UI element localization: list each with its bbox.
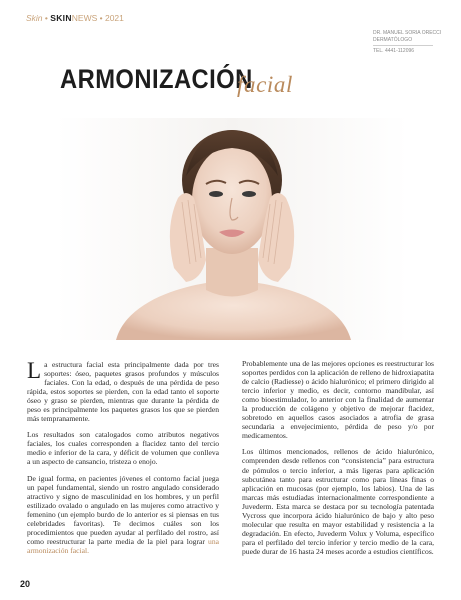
article-column-left: [27, 360, 219, 562]
title-main: ARMONIZACIÓN: [60, 64, 253, 94]
magazine-header: [26, 13, 124, 23]
article-paragraph: Los resultados son catalogados como atributos negativos faciales, los cuales corresponden a flacidez tanto del tercio medio e inferior de la cara, y déficit de volumen que conlleva a un aspecto de cansancio, tristeza o enojo.: [27, 430, 219, 467]
title-script: facial: [237, 72, 293, 97]
page-number: 20: [20, 579, 31, 589]
header-prefix: Skin: [26, 13, 43, 23]
article-paragraph: Los últimos mencionados, rellenos de ácido hialurónico, comprenden desde rellenos con “consistencia” para estructura de pómulos o tercio inferior, a más ligeras para aplicación subcutánea tanto para estructurar como para líneas finas o aplicación en mucosas (por ejemplo, los labios). Una de las marcas más estudiadas internacionalmente correspondiente a Juvederm. Esta marca se destaca por su tecnología patentada Vycross que incorpora ácido hialurónico de bajo y alto peso molecular que resulta en mayor estabilidad y resistencia a la degradación. En efecto, Juvederm Volux y Voluma, específico para el perfilado del tercio inferior y tercio medio de la cara, puede durar de 16 hasta 24 meses acorde a estudios científicos.: [242, 447, 434, 556]
article-paragraph: [27, 360, 219, 423]
header-separator: •: [42, 13, 51, 23]
highlight-link: una armonización facial.: [27, 536, 219, 555]
woman-portrait-photo: [56, 118, 408, 340]
author-phone: TEL. 4441-112096: [373, 48, 415, 54]
header-brand: SKIN: [50, 13, 72, 23]
header-news: NEWS: [71, 13, 98, 23]
author-name: DR. MANUEL SORIA ORECCI: [373, 30, 442, 36]
article-column-right: [242, 359, 434, 563]
article-title: [60, 64, 293, 97]
header-year: 2021: [104, 13, 124, 23]
drop-cap: L: [27, 358, 42, 383]
paragraph-text: De igual forma, en pacientes jóvenes el contorno facial juega un papel fundamental, siendo un rostro angulado considerado atractivo y signo de masculinidad en los hombres, y un perfil estilizado ovalado o angulado en las mujeres como atractivo y femenino (un ejemplo burdo de lo anterior es si piensas en tus celebridades favoritas). Te decimos cuáles son los procedimientos que pueden ayudar al perfilado del rostro, así como reestructurar la parte media de la piel para lograr: [27, 473, 219, 546]
author-credit: [373, 30, 441, 55]
header-separator: •: [97, 13, 105, 23]
article-paragraph: Probablemente una de las mejores opciones es reestructurar los soportes perdidos con la aplicación de relleno de hidroxiapatita de calcio (Radiesse) o ácido hialurónico; el primero dirigido al tercio inferior y medio, es decir, contorno mandibular, así como bioestimulador, lo anterior con la finalidad de aumentar la producción de colágeno y objetivo de mejorar flacidez, sobretodo en aquellos casos asociados a atrofia de grasa secundaria a envejecimiento, pérdida de peso y/o por medicamentos.: [242, 359, 434, 441]
credit-divider: [373, 45, 433, 46]
author-role: DERMATÓLOGO: [373, 37, 413, 43]
paragraph-text: a estructura facial esta principalmente dada por tres soportes: óseo, paquetes grasos profundos y músculos faciales. Con la edad, o después de una pérdida de peso rápida, estos soportes se pierden, con la edad tanto el soporte óseo y graso se pierden, mientras que durante la pérdida de peso es principalmente los paquetes grasos los que se pierden más tempranamente.: [27, 360, 219, 424]
article-paragraph: [27, 474, 219, 555]
